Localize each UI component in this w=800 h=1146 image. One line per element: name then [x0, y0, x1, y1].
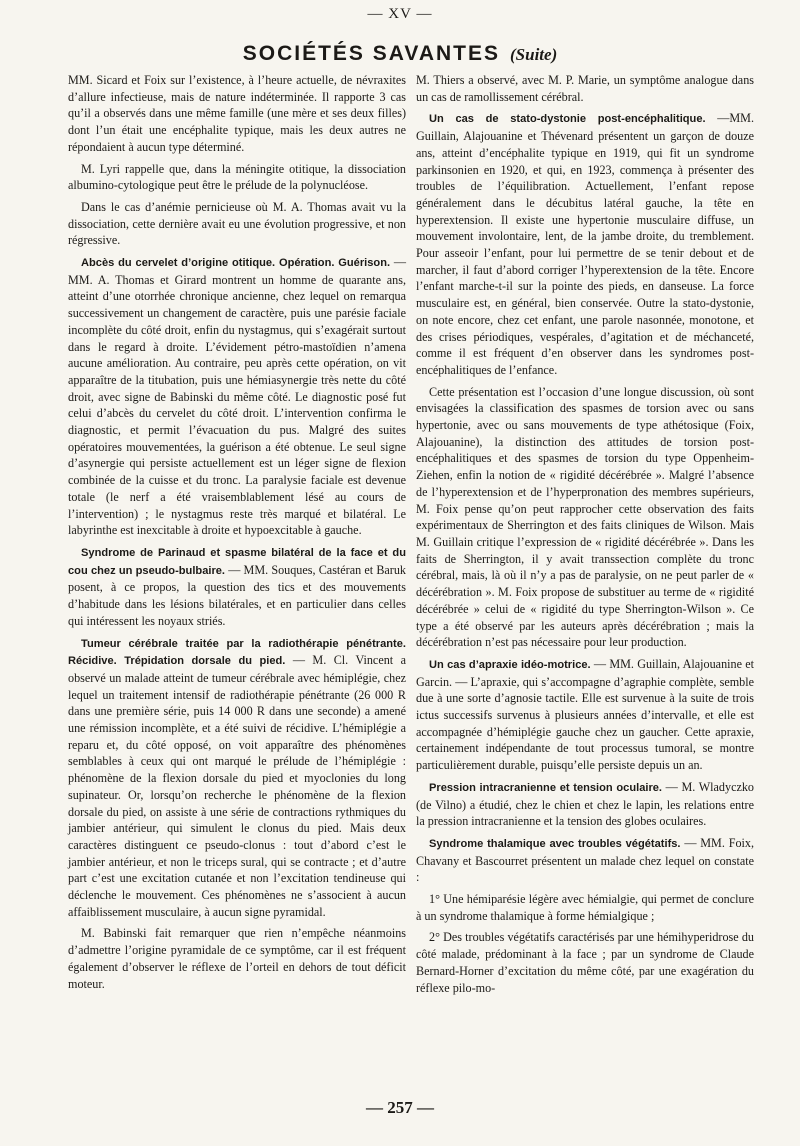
running-title: SOCIÉTÉS SAVANTES — [242, 42, 501, 65]
paragraph-text: M. Babinski fait remarquer que rien n’empêche néanmoins d’admettre l’origine pyramidale de ce symptôme, car il est fréquent également d’observer le réflexe de l’orteil en dehors de tout déficit moteur. — [68, 926, 406, 991]
page-number: — 257 — — [366, 1098, 434, 1117]
paragraph-text: —MM. Guillain, Alajouanine et Thévenard présentent un garçon de douze ans, atteint d’encéphalite typique en 1919, qui fit un syndrome parkinsonien en 1920, et qui, en 1923, commença à présenter des troubles de l’équilibration. Actuellement, l’enfant repose généralement dans le décubitus latéral gauche, la tête en hyperextension. Il existe une hypertonie musculaire diffuse, un mouvement involontaire, lent, de la jambe droite, du tremblement. Pour asseoir l’enfant, pour lui permettre de se tenir debout et de marcher, il faut d’abord corriger l’hyperextension de la tête. Encore l’enfant marche-t-il sur la pointe des pieds, en danseuse. La force musculaire est, en général, bien conservée. Outre la stato-dystonie, on note encore, chez cet enfant, une parole nasonnée, monotone, et des crises périodiques, vespérales, d’agitation et de méchanceté, comme il est fréquent d’en observer dans les syndromes post-encéphalitiques de l’enfance. — [416, 111, 754, 377]
running-suite: (Suite) — [510, 45, 558, 64]
roman-folio: — XV — — [367, 6, 433, 22]
paragraph-text: 1° Une hémiparésie légère avec hémialgie, qui permet de conclure à un syndrome thalamique à forme hémialgique ; — [416, 892, 754, 923]
paragraph-text: Cette présentation est l’occasion d’une longue discussion, où sont envisagées la classification des spasmes de torsion avec ou sans hypertonie, avec ou sans mouvements de type athétosique (Foix, Alajouanine), la distinction des attitudes de torsion post-encéphalitiques et des spasmes de torsion du type Oppenheim-Ziehen, enfin la notion de « rigidité décérébrée ». Malgré l’absence de l’hyperextension et de l’hyperpronation des membres supérieurs, M. Foix pense qu’on peut rapprocher cette observation des faits expérimentaux de Sherrington et des faits cliniques de Wilson. Mais M. Guillain critique l’expression de « rigidité décérébrée ». Dans les faits de Sherrington, il y avait transsection complète du tronc cérébral, mais, là où il n’y a pas de paralysie, on ne peut parler de « décérébration ». M. Foix propose de substituer au terme de « rigidité décérébrée » celui de « rigidité du type Sherrington-Wilson ». Ce type a été observé par les auteurs après décérébration ; mais la décérébration n’est pas nécessaire pour leur production. — [416, 384, 754, 650]
paragraph-text: — MM. Guillain, Alajouanine et Garcin. — L’apraxie, qui s’accompagne d’agraphie complète, semble due à une sorte d’agnosie tactile. Elle est survenue à la suite de trois ictus successifs survenus à plusieurs années d’intervalle, et elle est accompagnée d’hémiplégie gauche chez un gaucher. Cette apraxie, certainement indépendante de tout processus tumoral, se montre particulièrement durable, puisqu’elle persiste depuis un an. — [416, 656, 754, 773]
paragraph-text: M. Lyri rappelle que, dans la méningite otitique, la dissociation albumino-cytologique peut être le prélude de la polynucléose. — [68, 161, 406, 193]
paragraph-text: 2° Des troubles végétatifs caractérisés par une hémihyperidrose du côté malade, prédominant à la face ; par un syndrome de Claude Bernard-Horner d’excitation du même côté, par une exagération du réflexe pilo-mo- — [416, 930, 754, 995]
section-heading: Pression intracranienne et tension oculaire. — [429, 781, 663, 794]
paragraph-text: Dans le cas d’anémie pernicieuse où M. A. Thomas avait vu la dissociation, cette dernière avait eu une évolution progressive, et non régressive. — [68, 199, 406, 248]
section-heading: Un cas de stato-dystonie post-encéphalitique. — [429, 113, 706, 126]
paragraph-text: — MM. Foix, Chavany et Bascourret présentent un malade chez lequel on constate : — [416, 835, 754, 885]
paragraph-text: M. Thiers a observé, avec M. P. Marie, un symptôme analogue dans un cas de ramollissement cérébral. — [416, 73, 754, 104]
paragraph — [68, 254, 406, 539]
section-heading: Syndrome thalamique avec troubles végétatifs. — [429, 837, 681, 850]
paragraph — [416, 384, 754, 651]
paragraph — [68, 544, 406, 630]
section-heading: Tumeur cérébrale traitée par la radiothérapie pénétrante. Récidive. Trépidation dorsale du pied. — [68, 637, 406, 668]
right-column — [416, 72, 754, 1001]
paragraph — [416, 779, 754, 830]
left-column — [68, 72, 406, 997]
section-heading: Un cas d’apraxie idéo-motrice. — [429, 658, 591, 671]
paragraph — [68, 199, 406, 249]
paragraph — [68, 161, 406, 194]
paragraph — [416, 656, 754, 774]
paragraph — [416, 929, 754, 996]
paragraph — [68, 635, 406, 921]
paragraph-text: — M. Cl. Vincent a observé un malade atteint de tumeur cérébrale avec hémiplégie, chez lequel un traitement intensif de radiothérapie pénétrante (26 000 R dans une première série, puis 14 000 R dans une seconde) a amené une rémission incomplète, et a été suivi de récidive. L’hémiplégie a reparu et, du côté opposé, on voit apparaître des phénomènes semblables à ceux qui ont marqué le prélude de l’hémiplégie : phénomène de la flexion dorsale du pied et myoclonies du long supinateur. Or, lorsqu’on recherche le phénomène de la flexion dorsale du pied, on assiste à une série de contractions rythmiques du jambier antérieur, qui simulent le clonus du pied. Mais deux caractères distinguent ce pseudo-clonus : tout d’abord c’est le jambier antérieur, et non le triceps sural, qui se contracte ; et d’autre part c’est une excitation cutanée et non l’excitation tendineuse qui déclenche le mouvement. Ces phénomènes ne s’associent à aucun affaiblissement musculaire, à aucun signe pyramidal. — [68, 653, 406, 919]
paragraph — [416, 891, 754, 924]
running-head — [0, 42, 800, 66]
paragraph-text: — MM. A. Thomas et Girard montrent un homme de quarante ans, atteint d’une otorrhée chronique ancienne, chez lequel on remarqua successivement un changement de caractère, puis une parésie faciale incomplète du côté droit, enfin du nystagmus, qui s’exagérait surtout dans le regard à droite. L’évidement pétro-mastoïdien n’amena aucune amélioration. Au contraire, peu après cette opération, on vit apparaître de la titubation, puis une hémiasynergie très nette du côté droit, avec signe de Babinski du même côté. Le diagnostic posé fut celui d’abcès du cervelet du côté droit. L’intervention confirma le diagnostic, et permit l’évacuation du pus. Malgré des suites opératoires mouvementées, la guérison a été obtenue. Le seul signe d’asynergie qui persiste actuellement est un léger signe de flexion combinée de la cuisse et du tronc. La paralysie faciale est devenue totale (le nerf a été vraisemblablement lésé au cours de l’intervention) ; le nystagmus reste très marqué et bilatéral. Le labyrinthe est inexcitable à droite et hypoexcitable à gauche. — [68, 255, 406, 538]
paragraph-text: — M. Wladyczko (de Vilno) a étudié, chez le chien et chez le lapin, les relations entre la pression intracranienne et la tension des globes oculaires. — [416, 779, 754, 829]
paragraph — [416, 835, 754, 886]
paragraph — [416, 110, 754, 378]
paragraph — [416, 72, 754, 105]
paragraph — [68, 925, 406, 992]
section-heading: Abcès du cervelet d’origine otitique. Opération. Guérison. — [81, 257, 391, 270]
paragraph-text: — MM. Souques, Castéran et Baruk posent, à ce propos, la question des tics et des mouvements d’habitude dans les lésions bilatérales, et en particulier dans celles qui intéressent les noyaux striés. — [68, 562, 406, 628]
paragraph-text: MM. Sicard et Foix sur l’existence, à l’heure actuelle, de névraxites d’allure infectieuse, mais de nature indéterminée. Il rapporte 3 cas qu’il a observés dans une même famille (une mère et ses deux filles) dont l’un était une encéphalite typique, mais les deux autres ne répondaient à aucun type déterminé. — [68, 73, 406, 154]
paragraph — [68, 72, 406, 156]
section-heading: Syndrome de Parinaud et spasme bilatéral de la face et du cou chez un pseudo-bulbaire. — [68, 546, 406, 577]
